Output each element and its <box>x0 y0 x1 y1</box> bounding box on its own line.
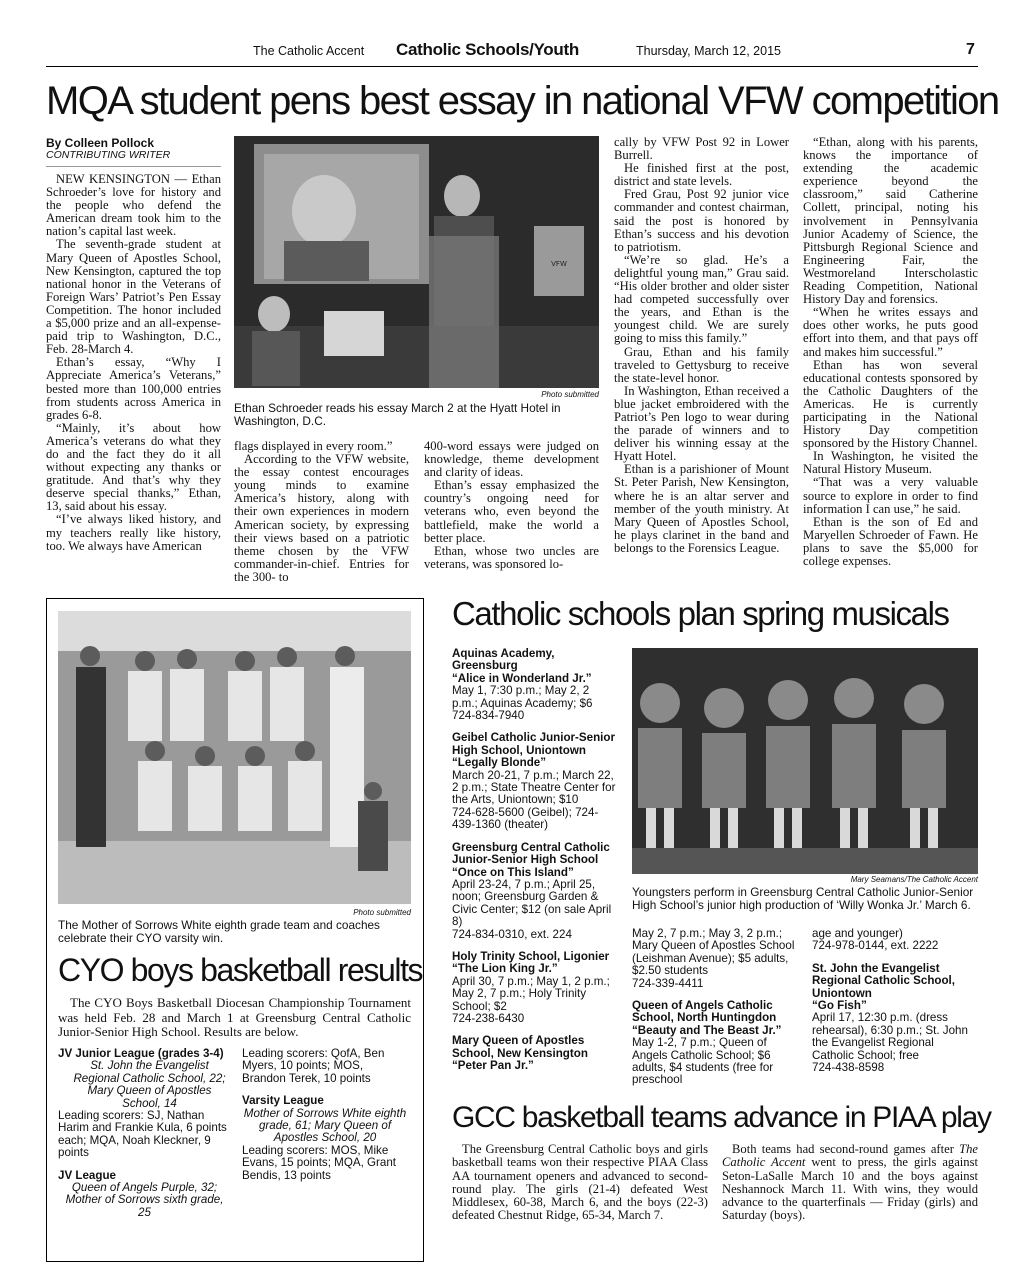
jv-result <box>58 1170 231 1220</box>
paragraph: “That was a very valuable source to explore in order to find information I can use,” he said. <box>803 475 978 516</box>
musicals-headline: Catholic schools plan spring musicals <box>452 595 949 632</box>
musical-listing <box>452 951 618 1025</box>
musical-listing <box>452 648 618 722</box>
show-title: “Beauty and The Beast Jr.” <box>632 1023 782 1037</box>
byline: By Colleen Pollock <box>46 136 155 150</box>
photo-caption: Youngsters perform in Greensburg Central Catholic Junior-Senior High School’s junior high production of ‘Willy Wonka Jr.’ March 6. <box>632 885 974 912</box>
photo-credit: Photo submitted <box>353 908 411 917</box>
game-result: Mother of Sorrows White eighth grade, 61; Mary Queen of Apostles School, 20 <box>243 1106 407 1145</box>
school-name: Greensburg Central Catholic Junior-Senior High School <box>452 840 610 867</box>
vfw-column-5 <box>803 136 978 568</box>
vfw-column-3 <box>424 440 599 571</box>
vfw-column-2 <box>234 440 409 584</box>
school-name: Queen of Angels Catholic School, North Huntingdon <box>632 999 777 1025</box>
leading-scorers: Leading scorers: SJ, Nathan Harim and Frankie Kula, 6 points each; MQA, Noah Kleckner, 9 points <box>58 1109 227 1160</box>
cyo-headline: CYO boys basketball results <box>58 952 423 988</box>
musical-listing <box>452 732 618 831</box>
show-title: “Peter Pan Jr.” <box>452 1059 534 1073</box>
league-title: Varsity League <box>242 1094 324 1108</box>
paragraph: In Washington, he visited the Natural History Museum. <box>803 449 978 477</box>
paragraph: Ethan is a parishioner of Mount St. Peter Parish, New Kensington, where he is an altar server and member of the youth ministry. At Mary Queen of Apostles School, he plays clarinet in the band and belongs to the Forensics League. <box>614 462 789 555</box>
issue-date: Thursday, March 12, 2015 <box>636 44 781 58</box>
musical-listing <box>632 1000 798 1087</box>
paragraph: Ethan’s essay emphasized the country’s ongoing need for veterans who, even beyond the battlefield, make the world a better place. <box>424 478 599 545</box>
musical-listing-continued <box>632 928 798 990</box>
show-title: “Once on This Island” <box>452 865 574 879</box>
musical-listing-continued <box>812 928 978 953</box>
vfw-headline: MQA student pens best essay in national VFW competition <box>46 79 999 123</box>
phone: 724-238-6430 <box>452 1011 525 1025</box>
essay-photo <box>234 136 599 388</box>
paragraph: Grau, Ethan and his family traveled to Gettysburg to receive the state-level honor. <box>614 344 789 385</box>
phone: 724-628-5600 (Geibel); 724-439-1360 (theater) <box>452 805 599 832</box>
vfw-column-4 <box>614 136 789 555</box>
show-details: April 23-24, 7 p.m.; April 25, noon; Greensburg Garden & Civic Center; $12 (on sale April 8) <box>452 877 612 929</box>
musical-listing <box>452 1035 618 1072</box>
paragraph: “I’ve always liked history, and my teachers really like history, too. We always have American <box>46 512 221 553</box>
phone: 724-834-0310, ext. 224 <box>452 927 572 941</box>
musical-listing <box>812 963 978 1075</box>
gcc-headline: GCC basketball teams advance in PIAA play <box>452 1101 991 1134</box>
show-title: “Go Fish” <box>812 999 867 1013</box>
photo-caption: Ethan Schroeder reads his essay March 2 at the Hyatt Hotel in Washington, D.C. <box>234 401 561 428</box>
paragraph: Ethan’s essay, “Why I Appreciate America’s Veterans,” bested more than 100,000 entries from students across America in grades 6-8. <box>46 355 221 422</box>
musicals-column-2 <box>632 928 798 1097</box>
jv-junior-result <box>58 1048 231 1160</box>
cyo-results-right <box>242 1048 408 1192</box>
paragraph: “Ethan, along with his parents, knows the importance of extending the academic experience beyond the classroom,” said Catherine Collett, principal, noting his involvement in Pennsylvania Junior Academy of Science, the Pittsburgh Regional Science and Engineering Fair, the Westmoreland Interscholastic Reading Competition, National History Day and forensics. <box>803 135 978 307</box>
paragraph: According to the VFW website, the essay contest encourages young minds to examine America’s history, along with their own experiences in modern American society, by expressing their views based on a patriotic theme chosen by the VFW commander-in-chief. Entries for the 300- to <box>234 452 409 584</box>
game-result: St. John the Evangelist Regional Catholic School, 22; <box>73 1059 226 1085</box>
paragraph: He finished first at the post, district and state levels. <box>614 161 789 189</box>
paragraph: flags displayed in every room.” <box>234 439 393 453</box>
show-details: May 1, 7:30 p.m.; May 2, 2 p.m.; Aquinas Academy; $6 <box>452 684 593 710</box>
jv-scorers: Leading scorers: QofA, Ben Myers, 10 points; MOS, Brandon Terek, 10 points <box>242 1047 385 1085</box>
byline-rule <box>46 166 221 167</box>
byline-role: CONTRIBUTING WRITER <box>46 149 171 161</box>
paragraph: In Washington, Ethan received a blue jacket embroidered with the Patriot’s Pen logo to wear during the parade of winners and to deliver his winning essay at the Hyatt Hotel. <box>614 383 789 464</box>
phone: 724-978-0144, ext. 2222 <box>812 939 939 953</box>
paper-name: The Catholic Accent <box>253 44 365 58</box>
text-run: went to press, the girls against Seton-LaSalle March 10 and the boys against Neshannock March 11. With wins, they would advance to the quarterfinals — Friday (girls) and Saturday (boys). <box>722 1155 978 1223</box>
paragraph: Fred Grau, Post 92 junior vice commander and contest chairman, said the post is honored by Ethan’s success and his devotion to patriotism. <box>614 187 789 254</box>
photo-credit: Photo submitted <box>541 390 599 399</box>
paragraph: Ethan has won several educational contests sponsored by the Catholic Daughters of the Americas. He is currently participating in the National History Day competition sponsored by the History Channel. <box>803 357 978 451</box>
photo-credit: Mary Seamans/The Catholic Accent <box>850 875 978 884</box>
musical-listing <box>452 842 618 941</box>
photo-caption: The Mother of Sorrows White eighth grade team and coaches celebrate their CYO varsity win. <box>58 918 380 945</box>
section-title: Catholic Schools/Youth <box>396 40 579 59</box>
publication-name: The Catholic Accent <box>722 1142 978 1170</box>
paragraph: “We’re so glad. He’s a delightful young man,” Grau said. “His older brother and older sister had competed successfully over the years, and Ethan is the youngest child. We are surely going to miss this family.” <box>614 252 789 346</box>
league-title: JV Junior League (grades 3-4) <box>58 1047 224 1060</box>
paragraph: “When he writes essays and does other works, he puts good effort into them, and that pays off and makes him successful.” <box>803 305 978 359</box>
paragraph: The seventh-grade student at Mary Queen of Apostles School, New Kensington, captured the top national honor in the Veterans of Foreign Wars’ Patriot’s Pen Essay Competition. The honor included a $5,000 prize and an all-expense-paid trip to Washington, D.C., Feb. 28-March 4. <box>46 237 221 357</box>
svg-text:VFW: VFW <box>551 260 567 268</box>
leading-scorers: Leading scorers: MOS, Mike Evans, 15 points; MQA, Grant Bendis, 13 points <box>242 1143 397 1182</box>
team-photo <box>58 611 411 904</box>
gcc-column-1: The Greensburg Central Catholic boys and girls basketball teams won their respective PIAA Class AA tournament openers and advanced to second-round play. The girls (21-4) defeated West Middlesex, 60-38, March 6, and the boys (22-3) defeated Chestnut Ridge, 65-34, March 7. <box>452 1142 708 1223</box>
school-name: Geibel Catholic Junior-Senior High School, Uniontown <box>452 731 615 757</box>
musical-photo <box>632 648 978 874</box>
cyo-results-left <box>58 1048 231 1229</box>
page-number: 7 <box>966 41 975 58</box>
gcc-column-2 <box>722 1143 978 1223</box>
league-title: JV League <box>58 1168 116 1182</box>
paragraph: Ethan is the son of Ed and Maryellen Schroeder of Fawn. He plans to save the $5,000 for college expenses. <box>803 514 978 568</box>
show-title: “Legally Blonde” <box>452 756 547 770</box>
show-details: March 20-21, 7 p.m.; March 22, 2 p.m.; State Theatre Center for the Arts, Uniontown; $10 <box>452 768 616 807</box>
phone: 724-834-7940 <box>452 709 525 723</box>
paragraph: cally by VFW Post 92 in Lower Burrell. <box>614 135 789 163</box>
show-details: May 1-2, 7 p.m.; Queen of Angels Catholic School; $6 adults, $4 students (free for preschool <box>632 1036 774 1087</box>
text-run: Both teams had second-round games after <box>732 1142 960 1156</box>
school-name: Mary Queen of Apostles School, New Kensington <box>452 1034 588 1060</box>
game-result: Mary Queen of Apostles School, 14 <box>87 1084 212 1110</box>
paragraph: 400-word essays were judged on knowledge, theme development and clarity of ideas. <box>424 439 599 480</box>
phone: 724-339-4411 <box>632 976 704 990</box>
game-result: Queen of Angels Purple, 32; Mother of Sorrows sixth grade, 25 <box>65 1181 224 1219</box>
musicals-column-3 <box>812 928 978 1084</box>
school-name: Aquinas Academy, Greensburg <box>452 647 555 673</box>
show-title: “Alice in Wonderland Jr.” <box>452 671 592 685</box>
varsity-result <box>242 1095 408 1182</box>
header-rule <box>46 66 978 67</box>
paragraph: “Mainly, it’s about how America’s veterans do what they do and the fact they do it all without expecting any thanks or gratitude. And that’s why they deserve special thanks,” Ethan, 13, said about his essay. <box>46 420 221 514</box>
phone: 724-438-8598 <box>812 1061 885 1075</box>
school-name: St. John the Evangelist Regional Catholic School, Uniontown <box>812 961 956 1000</box>
show-title: “The Lion King Jr.” <box>452 962 558 976</box>
show-details: April 17, 12:30 p.m. (dress rehearsal), 6:30 p.m.; St. John the Evangelist Regional Catholic School; free <box>812 1011 968 1062</box>
paragraph: NEW KENSINGTON — Ethan Schroeder’s love for history and the people who defend the American dream took him to the nation’s capital last week. <box>46 172 221 239</box>
paragraph: Ethan, whose two uncles are veterans, was sponsored lo- <box>424 543 599 571</box>
school-name: Holy Trinity School, Ligonier <box>452 949 610 963</box>
show-details: May 2, 7 p.m.; May 3, 2 p.m.; Mary Queen of Apostles School (Leishman Avenue); $5 adults, $2.50 students <box>632 927 795 978</box>
show-details: April 30, 7 p.m.; May 1, 2 p.m.; May 2, 7 p.m.; Holy Trinity School; $2 <box>452 974 610 1013</box>
show-details: age and younger) <box>812 927 903 940</box>
vfw-column-1 <box>46 173 221 553</box>
musicals-column-1 <box>452 648 618 1083</box>
cyo-intro: The CYO Boys Basketball Diocesan Championship Tournament was held Feb. 28 and March 1 at Greensburg Central Catholic Junior-Senior High School. Results are below. <box>58 995 411 1039</box>
